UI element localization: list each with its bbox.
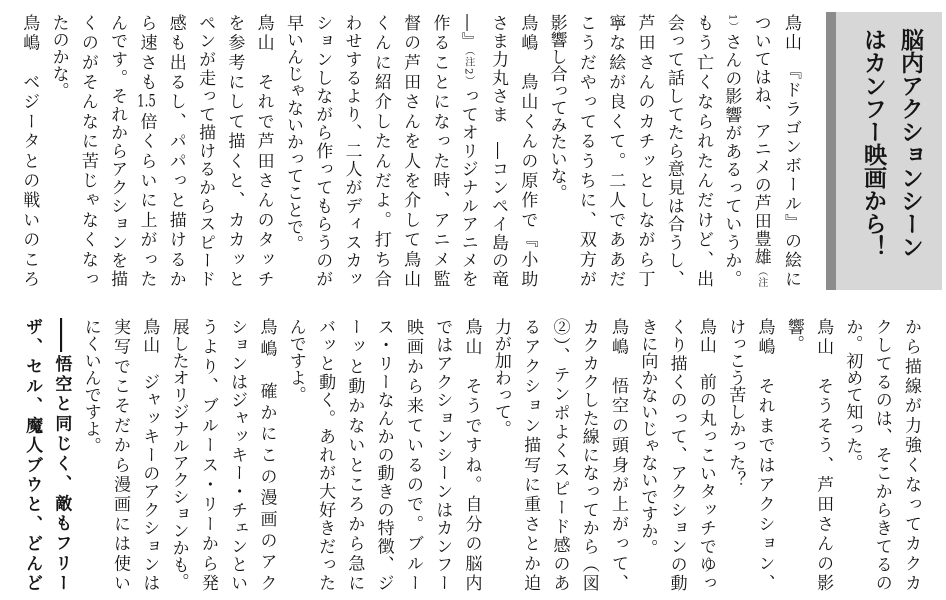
text-line: [160, 14, 189, 287]
body-text: 督の芦田さんを人を介して鳥山: [400, 14, 421, 287]
body-text: 前の丸っこいタッチでゆっ: [695, 354, 716, 591]
text-line: [131, 14, 160, 287]
body-text: たのかな。: [48, 14, 69, 99]
body-text: 会って話してたら意見は合うし、: [663, 14, 684, 287]
text-line: [73, 14, 102, 287]
speaker-name: 鳥山: [695, 318, 716, 355]
text-line: [573, 318, 602, 591]
text-line: [866, 318, 895, 591]
text-line: [14, 14, 43, 287]
body-text: 悟空の頭身が上がって、: [608, 357, 629, 591]
speaker-name: 鳥嶋: [19, 14, 40, 54]
body-text: さま力丸さま ―コンペイ島の竜: [488, 14, 509, 287]
text-line: [720, 318, 749, 591]
body-text: ションはジャッキー・チェンとい: [227, 318, 248, 591]
body-text: 映画から来ているので。ブルー: [402, 318, 423, 591]
text-line: [251, 318, 280, 591]
text-line: [427, 318, 456, 591]
interviewer-question: ザ、セル、魔人ブウと、どんど: [22, 318, 43, 591]
text-line: [808, 318, 837, 591]
body-text: くり描くのって、アクションの動: [666, 318, 687, 591]
speaker-name: 鳥山: [461, 318, 482, 358]
text-line: [749, 318, 778, 591]
body-text: ついてはね、アニメの芦田豊雄: [750, 14, 771, 266]
text-line: [603, 318, 632, 591]
body-text: 芦田さんのカチッとしながら丁: [634, 14, 655, 287]
body-text: もう亡くなられたんだけど、出: [693, 14, 714, 287]
body-text: ス・リーなんかの動きの特徴、ジ: [373, 318, 394, 591]
speaker-name: 鳥山: [139, 318, 160, 355]
body-text: それまではアクション、: [754, 357, 775, 591]
body-text: うより、ブルース・リーから発: [197, 318, 218, 591]
text-line: [307, 14, 336, 287]
text-line: [661, 318, 690, 591]
body-text: そうそう、芦田さんの影: [813, 357, 834, 591]
body-text: バッと動く。あれが大好きだった: [315, 318, 336, 591]
heading-box: [826, 12, 942, 290]
text-line: [102, 14, 131, 287]
text-line: [163, 318, 192, 591]
text-line: [366, 14, 395, 287]
text-line: [398, 318, 427, 591]
text-line: [717, 14, 746, 287]
body-text: ら速さも: [136, 14, 157, 93]
text-line: [75, 318, 104, 591]
body-text: んです。それからアクションを描: [107, 14, 128, 287]
text-line: [776, 14, 805, 287]
body-text: 寧な絵が良くて。二人でああだ: [605, 14, 626, 287]
body-text: 確かにこの漫画のアク: [256, 360, 277, 591]
text-line: [746, 14, 775, 287]
body-text: か。初めて知った。: [842, 318, 863, 471]
body-text: 感も出るし、パパっと描けるか: [165, 14, 186, 287]
text-line: [43, 14, 72, 287]
body-text: けっこう苦しかった？: [725, 318, 746, 488]
body-text: んですよ。: [285, 318, 306, 403]
question-line: [17, 318, 46, 591]
body-text: カクカクした線になってから（図: [578, 318, 599, 591]
body-text: それで芦田さんのタッチ: [253, 53, 274, 287]
footnote-marker: （注: [755, 266, 767, 287]
upper-tier-text: [14, 14, 805, 287]
body-text: 鳥山くんの原作で『小助: [517, 53, 538, 287]
text-line: [571, 14, 600, 287]
body-text: ペンが走って描けるからスピード: [195, 14, 216, 287]
body-text: 『ドラゴンボール』の絵に: [781, 51, 801, 287]
text-line: [310, 318, 339, 591]
body-text: きに向かないじゃないですか。: [637, 318, 658, 556]
question-line: [46, 318, 75, 591]
speaker-name: 鳥嶋: [256, 318, 277, 361]
text-line: [541, 14, 570, 287]
speaker-name: 鳥嶋: [517, 14, 538, 54]
body-text: ジャッキーのアクションは: [139, 354, 160, 591]
speaker-name: 鳥山: [253, 14, 274, 54]
text-line: [134, 318, 163, 591]
heading-line: 脳内アクションシーン: [897, 28, 923, 258]
footnote-marker: （注2）: [462, 50, 474, 88]
text-line: [222, 318, 251, 591]
body-text: ②）、テンポよくスピード感のあ: [549, 318, 570, 591]
body-text: さんの影響があるっていうか。: [721, 32, 742, 287]
interviewer-question: ――悟空と同じく、敵もフリー: [51, 318, 72, 591]
body-text: ―』: [457, 14, 478, 51]
text-line: [193, 318, 222, 591]
body-text: 影響し合ってみたいな。: [546, 14, 567, 201]
text-line: [219, 14, 248, 287]
text-line: [486, 318, 515, 591]
body-text: ションしながら作ってもらうのが: [312, 14, 333, 287]
lower-tier-text: [16, 318, 925, 591]
speaker-name: 鳥山: [813, 318, 834, 358]
body-text: から描線が力強くなってカクカ: [901, 318, 921, 591]
body-text: るアクション描写に重さとか迫: [520, 318, 541, 591]
body-text: を参考にして描くと、カカッと: [224, 14, 245, 287]
text-line: [691, 318, 720, 591]
text-line: [688, 14, 717, 287]
body-text: 力が加わって。: [490, 318, 511, 437]
text-line: [368, 318, 397, 591]
body-text: くのがそんなに苦じゃなくなっ: [77, 14, 98, 287]
text-line: [280, 318, 309, 591]
text-line: [544, 318, 573, 591]
text-line: [336, 14, 365, 287]
body-text: そうですね。自分の脳内: [461, 357, 482, 591]
body-text: ーッと動かないところから急に: [344, 318, 365, 591]
body-text: 展したオリジナルアクションかも。: [168, 318, 189, 590]
text-line: [600, 14, 629, 287]
body-text: にくいんですよ。: [80, 318, 101, 454]
text-line: [837, 318, 866, 591]
body-text: 早いんじゃないかってことで。: [282, 14, 303, 252]
text-line: [779, 318, 808, 591]
text-line: [456, 318, 485, 591]
speaker-name: 鳥嶋: [608, 318, 629, 358]
inline-number: 1.5: [137, 92, 156, 110]
text-line: [339, 318, 368, 591]
text-line: [278, 14, 307, 287]
body-text: ではアクションシーンはカンフー: [432, 318, 453, 591]
text-line: [512, 14, 541, 287]
body-text: クしてるのは、そこからきてるの: [871, 318, 892, 591]
text-line: [190, 14, 219, 287]
body-text: ベジータとの戦いのころ: [19, 53, 40, 287]
text-line: [629, 14, 658, 287]
text-line: [632, 318, 661, 591]
footnote-marker: 1）: [726, 14, 738, 33]
text-line: [248, 14, 277, 287]
text-line: [105, 318, 134, 591]
text-line: [659, 14, 688, 287]
body-text: 作ることになった時、アニメ監: [429, 14, 450, 287]
body-text: 倍くらいに上がった: [136, 112, 157, 287]
body-text: わせするより、二人がディスカッ: [341, 14, 362, 287]
text-line: [424, 14, 453, 287]
text-line: [896, 318, 925, 591]
body-text: ってオリジナルアニメを: [457, 87, 478, 287]
heading-line: はカンフー映画から！: [860, 28, 886, 258]
text-line: [515, 318, 544, 591]
text-line: [453, 14, 482, 287]
body-text: くんに紹介したんだよ。打ち合: [370, 14, 391, 287]
text-line: [395, 14, 424, 287]
text-line: [483, 14, 512, 287]
body-text: 実写でこそだから漫画には使い: [109, 318, 130, 591]
speaker-name: 鳥山: [781, 14, 801, 52]
speaker-name: 鳥嶋: [754, 318, 775, 358]
body-text: 響。: [783, 318, 804, 352]
body-text: こうだやってるうちに、双方が: [575, 14, 596, 287]
